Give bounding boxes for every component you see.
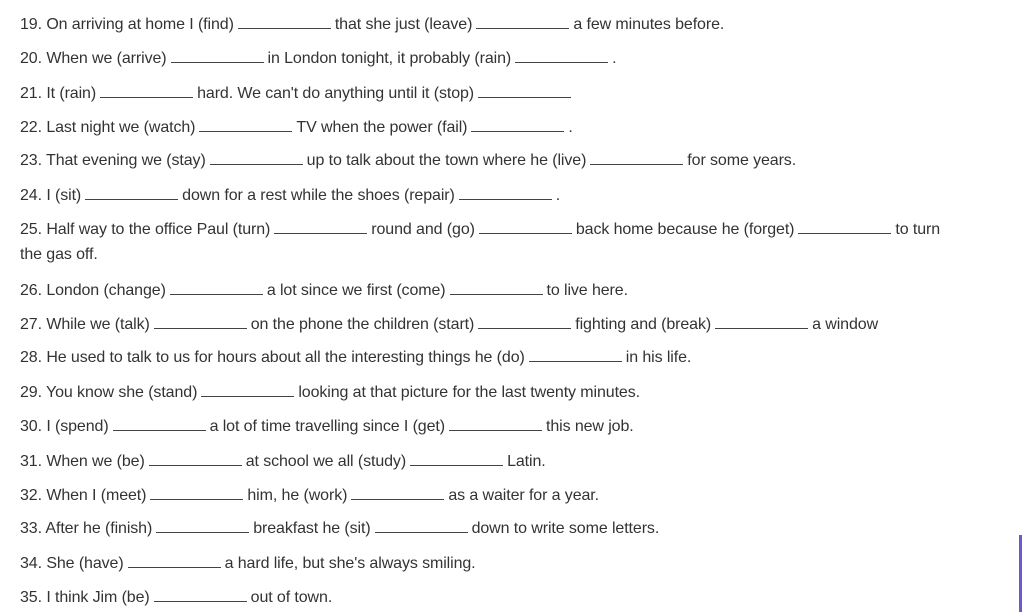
item-text: as a waiter for a year. — [448, 487, 599, 504]
item-text: at school we all (study) — [245, 453, 407, 470]
item-continuation: the gas off. — [20, 246, 98, 263]
exercise-item — [20, 14, 724, 35]
item-text: Half way to the office Paul (turn) — [46, 221, 271, 238]
item-text: him, he (work) — [247, 487, 348, 504]
answer-blank[interactable] — [128, 553, 221, 568]
exercise-item — [20, 347, 691, 368]
item-text: She (have) — [46, 555, 124, 572]
item-number: 29. — [20, 384, 42, 401]
answer-blank[interactable] — [476, 14, 569, 29]
item-text: He used to talk to us for hours about all the interesting things he (do) — [46, 349, 525, 366]
answer-blank[interactable] — [201, 382, 294, 397]
answer-blank[interactable] — [450, 280, 543, 295]
item-text: . — [612, 50, 617, 67]
item-text: London (change) — [46, 282, 166, 299]
answer-blank[interactable] — [478, 314, 571, 329]
answer-blank[interactable] — [274, 219, 367, 234]
item-number: 34. — [20, 555, 42, 572]
item-number: 27. — [20, 316, 42, 333]
answer-blank[interactable] — [210, 150, 303, 165]
exercise-item — [20, 150, 796, 171]
item-text: a lot since we first (come) — [266, 282, 446, 299]
answer-blank[interactable] — [459, 185, 552, 200]
item-text: . — [555, 187, 561, 204]
answer-blank[interactable] — [199, 117, 292, 132]
item-text: I think Jim (be) — [46, 589, 150, 606]
item-text: On arriving at home I (find) — [46, 16, 234, 33]
item-text: on the phone the children (start) — [250, 316, 475, 333]
exercise-item — [20, 280, 628, 301]
answer-blank[interactable] — [154, 587, 247, 602]
item-number: 23. — [20, 152, 42, 169]
item-text: in his life. — [625, 349, 692, 366]
answer-blank[interactable] — [149, 451, 242, 466]
exercise-item — [20, 416, 634, 437]
answer-blank[interactable] — [238, 14, 331, 29]
answer-blank[interactable] — [156, 518, 249, 533]
item-text: TV when the power (fail) — [296, 119, 468, 136]
item-text: fighting and (break) — [575, 316, 712, 333]
exercise-item — [20, 451, 546, 472]
item-number: 24. — [20, 187, 42, 204]
item-text: a window — [812, 316, 879, 333]
item-text: . — [568, 119, 573, 136]
item-text: Last night we (watch) — [46, 119, 196, 136]
item-number: 32. — [20, 487, 42, 504]
answer-blank[interactable] — [410, 451, 503, 466]
item-text: back home because he (forget) — [575, 221, 795, 238]
item-text: for some years. — [687, 152, 797, 169]
item-text: hard. We can't do anything until it (stop) — [197, 85, 475, 102]
exercise-item — [20, 382, 640, 403]
item-text: to live here. — [546, 282, 628, 299]
answer-blank[interactable] — [154, 314, 247, 329]
item-text: down for a rest while the shoes (repair) — [182, 187, 455, 204]
item-text: a hard life, but she's always smiling. — [224, 555, 476, 572]
item-number: 28. — [20, 349, 42, 366]
item-number: 30. — [20, 418, 42, 435]
exercise-item — [20, 587, 332, 608]
item-text: to turn — [895, 221, 941, 238]
answer-blank[interactable] — [170, 280, 263, 295]
item-text: I (sit) — [46, 187, 82, 204]
item-text: When I (meet) — [46, 487, 147, 504]
answer-blank[interactable] — [150, 485, 243, 500]
answer-blank[interactable] — [798, 219, 891, 234]
exercise-item — [20, 518, 659, 539]
item-text: in London tonight, it probably (rain) — [267, 50, 512, 67]
item-text: When we (be) — [46, 453, 145, 470]
item-number: 19. — [20, 16, 42, 33]
item-number: 33. — [20, 520, 42, 537]
item-text: You know she (stand) — [46, 384, 198, 401]
item-number: 22. — [20, 119, 42, 136]
item-text: down to write some letters. — [471, 520, 660, 537]
item-text: round and (go) — [371, 221, 475, 238]
item-text: a lot of time travelling since I (get) — [209, 418, 445, 435]
item-text: That evening we (stay) — [46, 152, 206, 169]
item-number: 31. — [20, 453, 42, 470]
item-text: I (spend) — [46, 418, 109, 435]
item-number: 35. — [20, 589, 42, 606]
answer-blank[interactable] — [449, 416, 542, 431]
exercise-item — [20, 553, 476, 574]
item-text: After he (finish) — [45, 520, 153, 537]
item-number: 26. — [20, 282, 42, 299]
item-text: that she just (leave) — [334, 16, 473, 33]
item-text: When we (arrive) — [46, 50, 167, 67]
item-text: this new job. — [545, 418, 634, 435]
answer-blank[interactable] — [351, 485, 444, 500]
answer-blank[interactable] — [100, 83, 193, 98]
item-text: up to talk about the town where he (live) — [306, 152, 587, 169]
answer-blank[interactable] — [479, 219, 572, 234]
answer-blank[interactable] — [590, 150, 683, 165]
exercise-item — [20, 219, 940, 240]
exercise-item — [20, 48, 616, 69]
answer-blank[interactable] — [515, 48, 608, 63]
exercise-item — [20, 185, 560, 206]
answer-blank[interactable] — [113, 416, 206, 431]
exercise-item — [20, 485, 599, 506]
answer-blank[interactable] — [478, 83, 571, 98]
item-text: While we (talk) — [46, 316, 150, 333]
exercise-item — [20, 83, 575, 104]
exercise-item — [20, 117, 573, 138]
answer-blank[interactable] — [85, 185, 178, 200]
scrollbar-edge[interactable] — [1019, 535, 1022, 612]
answer-blank[interactable] — [715, 314, 808, 329]
item-text: Latin. — [507, 453, 546, 470]
item-number: 20. — [20, 50, 42, 67]
item-number: 21. — [20, 85, 42, 102]
exercise-item — [20, 314, 878, 335]
item-text: breakfast he (sit) — [253, 520, 371, 537]
answer-blank[interactable] — [375, 518, 468, 533]
answer-blank[interactable] — [171, 48, 264, 63]
answer-blank[interactable] — [529, 347, 622, 362]
item-text: It (rain) — [46, 85, 97, 102]
item-text: out of town. — [250, 589, 333, 606]
answer-blank[interactable] — [471, 117, 564, 132]
item-number: 25. — [20, 221, 42, 238]
item-text: a few minutes before. — [573, 16, 725, 33]
item-text: looking at that picture for the last twenty minutes. — [298, 384, 640, 401]
